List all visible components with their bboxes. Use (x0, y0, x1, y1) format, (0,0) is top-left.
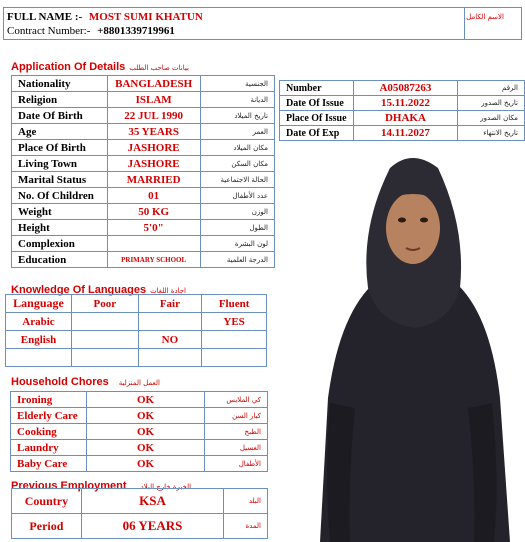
languages-header-row (6, 295, 267, 313)
language-fluent (202, 349, 267, 367)
chores-row (11, 456, 268, 472)
passport-label-ar: تاريخ الانتهاء (458, 126, 525, 141)
chores-row (11, 392, 268, 408)
languages-header: Fair (138, 295, 202, 313)
languages-row (6, 313, 267, 331)
application-label-ar: الدرجة العلمية (200, 252, 274, 268)
language-name: English (6, 331, 72, 349)
application-label: Place Of Birth (12, 140, 108, 156)
chore-label-ar: كبار السن (205, 408, 268, 424)
employment-value: KSA (81, 489, 223, 514)
passport-label-ar: تاريخ الصدور (458, 96, 525, 111)
application-label: Date Of Birth (12, 108, 108, 124)
chores-table (10, 391, 268, 472)
chore-label-ar: الغسيل (205, 440, 268, 456)
application-value: BANGLADESH (107, 76, 200, 92)
chore-label: Elderly Care (11, 408, 87, 424)
language-fair (138, 349, 202, 367)
languages-table (5, 294, 267, 367)
application-label-ar: تاريخ الميلاد (200, 108, 274, 124)
application-label-ar: الجنسية (200, 76, 274, 92)
full-name-label: FULL NAME :- (7, 11, 83, 23)
contact-value: +8801339719961 (97, 25, 175, 37)
application-label: Complexion (12, 236, 108, 252)
passport-label: Date Of Exp (280, 126, 354, 141)
application-row (12, 124, 275, 140)
chore-label: Cooking (11, 424, 87, 440)
employment-row (12, 514, 268, 539)
employment-row (12, 489, 268, 514)
chores-title-ar: العمل المنزلية (118, 379, 160, 387)
chore-value: OK (86, 408, 204, 424)
application-value: 22 JUL 1990 (107, 108, 200, 124)
employment-title-ar: الخبرة خارج البلاد (140, 483, 192, 491)
chore-label: Laundry (11, 440, 87, 456)
languages-row (6, 331, 267, 349)
application-label: Age (12, 124, 108, 140)
application-row (12, 172, 275, 188)
application-row (12, 108, 275, 124)
application-label-ar: الحالة الاجتماعية (200, 172, 274, 188)
languages-header: Language (6, 295, 72, 313)
candidate-photo (300, 148, 522, 542)
languages-row (6, 349, 267, 367)
language-fair (138, 313, 202, 331)
full-name-row (7, 11, 203, 23)
application-row (12, 236, 275, 252)
language-poor (71, 349, 138, 367)
application-value: PRIMARY SCHOOL (107, 252, 200, 268)
language-name (6, 349, 72, 367)
application-label: Religion (12, 92, 108, 108)
application-value: 50 KG (107, 204, 200, 220)
language-fluent (202, 331, 267, 349)
application-label: Weight (12, 204, 108, 220)
chore-value: OK (86, 392, 204, 408)
languages-header: Poor (71, 295, 138, 313)
application-value: 01 (107, 188, 200, 204)
chore-value: OK (86, 440, 204, 456)
languages-header: Fluent (202, 295, 267, 313)
passport-value: 15.11.2022 (353, 96, 458, 111)
passport-table (279, 80, 525, 141)
chores-row (11, 408, 268, 424)
application-label: Marital Status (12, 172, 108, 188)
application-row (12, 204, 275, 220)
passport-label-ar: الرقم (458, 81, 525, 96)
chore-label-ar: الأطفال (205, 456, 268, 472)
contact-label: Contract Number:- (7, 25, 91, 37)
passport-label: Place Of Issue (280, 111, 354, 126)
chores-row (11, 440, 268, 456)
application-value: ISLAM (107, 92, 200, 108)
application-value: 5'0" (107, 220, 200, 236)
chores-title (11, 372, 160, 390)
chore-label-ar: الطبخ (205, 424, 268, 440)
passport-label: Date Of Issue (280, 96, 354, 111)
employment-table (11, 488, 268, 539)
name-ar-cell (464, 8, 522, 39)
chores-row (11, 424, 268, 440)
chore-value: OK (86, 456, 204, 472)
employment-label-ar: المدة (224, 514, 268, 539)
application-table (11, 75, 275, 268)
passport-value: 14.11.2027 (353, 126, 458, 141)
chores-title-text: Household Chores (11, 376, 109, 388)
application-row (12, 140, 275, 156)
languages-title-ar: اجادة اللغات (150, 287, 186, 295)
application-label: Education (12, 252, 108, 268)
application-label: Living Town (12, 156, 108, 172)
application-label-ar: الديانة (200, 92, 274, 108)
application-row (12, 76, 275, 92)
application-row (12, 156, 275, 172)
application-row (12, 252, 275, 268)
application-label-ar: الطول (200, 220, 274, 236)
passport-row (280, 126, 525, 141)
employment-value: 06 YEARS (81, 514, 223, 539)
application-label: Height (12, 220, 108, 236)
application-row (12, 220, 275, 236)
contact-row (7, 25, 175, 37)
passport-label-ar: مكان الصدور (458, 111, 525, 126)
chore-label: Baby Care (11, 456, 87, 472)
passport-label: Number (280, 81, 354, 96)
application-value (107, 236, 200, 252)
language-poor (71, 331, 138, 349)
passport-value: DHAKA (353, 111, 458, 126)
application-value: JASHORE (107, 156, 200, 172)
application-value: MARRIED (107, 172, 200, 188)
employment-title-text: Previous Employment (11, 480, 127, 492)
name-ar: الاسم الكامل (466, 13, 504, 21)
application-row (12, 188, 275, 204)
application-label: No. Of Children (12, 188, 108, 204)
application-label-ar: العمر (200, 124, 274, 140)
application-label-ar: مكان الميلاد (200, 140, 274, 156)
language-fair: NO (138, 331, 202, 349)
application-label-ar: لون البشرة (200, 236, 274, 252)
application-title (11, 57, 189, 75)
application-title-text: Application Of Details (11, 61, 126, 73)
header-box (3, 7, 522, 40)
employment-label: Country (12, 489, 82, 514)
chore-value: OK (86, 424, 204, 440)
full-name-value: MOST SUMI KHATUN (88, 11, 203, 23)
application-label-ar: عدد الأطفال (200, 188, 274, 204)
passport-row (280, 96, 525, 111)
application-value: 35 YEARS (107, 124, 200, 140)
application-title-ar: بيانات صاحب الطلب (129, 64, 189, 72)
passport-row (280, 81, 525, 96)
employment-label: Period (12, 514, 82, 539)
chore-label: Ironing (11, 392, 87, 408)
chore-label-ar: كي الملابس (205, 392, 268, 408)
language-fluent: YES (202, 313, 267, 331)
application-label-ar: الوزن (200, 204, 274, 220)
passport-row (280, 111, 525, 126)
application-value: JASHORE (107, 140, 200, 156)
passport-value: A05087263 (353, 81, 458, 96)
application-row (12, 92, 275, 108)
employment-label-ar: البلد (224, 489, 268, 514)
application-label-ar: مكان السكن (200, 156, 274, 172)
language-name: Arabic (6, 313, 72, 331)
language-poor (71, 313, 138, 331)
languages-title-text: Knowledge Of Languages (11, 284, 147, 296)
application-label: Nationality (12, 76, 108, 92)
